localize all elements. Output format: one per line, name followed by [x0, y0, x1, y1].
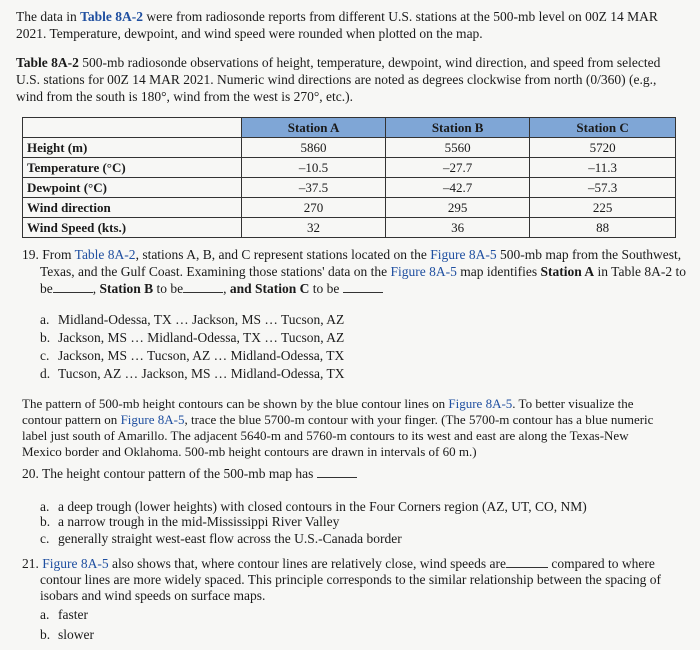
figure-link[interactable]: Figure 8A-5: [430, 247, 497, 262]
row-label: Height (m): [23, 138, 242, 158]
table-cell: –11.3: [530, 158, 676, 178]
table-cell: 295: [386, 198, 530, 218]
table-row: [23, 198, 676, 218]
figure-link[interactable]: Figure 8A-5: [390, 264, 457, 279]
header-station-b: Station B: [386, 118, 530, 138]
table-row: [23, 218, 676, 238]
q19-option-b[interactable]: b. Jackson, MS … Midland-Odessa, TX … Tucson, AZ: [40, 330, 345, 345]
contour-line-2: contour pattern on Figure 8A-5, trace the blue 5700-m contour with your finger. (The 5700-m contour has a blue numeric: [22, 412, 654, 427]
answer-blank[interactable]: [506, 567, 548, 568]
table-cell: –37.5: [242, 178, 386, 198]
row-label: Wind direction: [23, 198, 242, 218]
contour-line-4: Mexico border and Oklahoma. 500-mb height contours are drawn in intervals of 60 m.): [22, 444, 477, 459]
table-corner: [23, 118, 242, 138]
table-header-row: [23, 118, 676, 138]
intro-line-2: 2021. Temperature, dewpoint, and wind speed were rounded when plotted on the map.: [16, 26, 483, 41]
header-station-c: Station C: [530, 118, 676, 138]
table-cell: –42.7: [386, 178, 530, 198]
figure-link[interactable]: Figure 8A-5: [42, 556, 109, 571]
q19-line-2: Texas, and the Gulf Coast. Examining those stations' data on the Figure 8A-5 map identifies Station A in Table 8A-2 to: [40, 264, 686, 279]
table-cell: 32: [242, 218, 386, 238]
table-cell: –10.5: [242, 158, 386, 178]
q20-option-c[interactable]: c. generally straight west-east flow across the U.S.-Canada border: [40, 531, 402, 546]
table-caption-line-2: U.S. stations for 00Z 14 MAR 2021. Numeric wind directions are noted as degrees clockwise from north (0/360) (e.g.,: [16, 72, 657, 87]
figure-link[interactable]: Figure 8A-5: [120, 412, 185, 427]
table-row: [23, 138, 676, 158]
table-link[interactable]: Table 8A-2: [80, 9, 143, 24]
contour-line-3: label just south of Amarillo. The adjacent 5640-m and 5760-m contours to its west and east are along the Texas-New: [22, 428, 629, 443]
q19-line-3: be , Station B to be , and Station C to be: [40, 280, 383, 297]
table-cell: 5560: [386, 138, 530, 158]
q21-line-3: isobars and wind speeds on surface maps.: [40, 588, 266, 603]
table-caption-line-3: wind from the south is 180°, wind from the west is 270°, etc.).: [16, 89, 354, 104]
q20-stem: 20. The height contour pattern of the 500-mb map has: [22, 465, 357, 482]
q21-line-2: contour lines are more widely spaced. This principle corresponds to the similar relationship between the spacing of: [40, 572, 661, 587]
row-label: Dewpoint (°C): [23, 178, 242, 198]
q20-option-a[interactable]: a. a deep trough (lower heights) with closed contours in the Four Corners region (AZ, UT, CO, NM): [40, 499, 587, 514]
answer-blank[interactable]: [183, 292, 223, 293]
table-link[interactable]: Table 8A-2: [74, 247, 136, 262]
table-cell: 270: [242, 198, 386, 218]
q21-option-a[interactable]: a. faster: [40, 607, 88, 622]
answer-blank[interactable]: [343, 292, 383, 293]
table-cell: 36: [386, 218, 530, 238]
table-row: [23, 178, 676, 198]
table-cell: 225: [530, 198, 676, 218]
table-cell: 5720: [530, 138, 676, 158]
table-cell: –27.7: [386, 158, 530, 178]
contour-line-1: The pattern of 500-mb height contours can be shown by the blue contour lines on Figure 8A-5. To better visualize the: [22, 396, 634, 411]
q19-option-a[interactable]: a. Midland-Odessa, TX … Jackson, MS … Tucson, AZ: [40, 312, 345, 327]
figure-link[interactable]: Figure 8A-5: [448, 396, 513, 411]
answer-blank[interactable]: [53, 292, 93, 293]
q19-option-c[interactable]: c. Jackson, MS … Tucson, AZ … Midland-Odessa, TX: [40, 348, 345, 363]
header-station-a: Station A: [242, 118, 386, 138]
data-table: [22, 117, 676, 238]
q19-option-d[interactable]: d. Tucson, AZ … Jackson, MS … Midland-Odessa, TX: [40, 366, 345, 381]
q21-line-1: 21. Figure 8A-5 also shows that, where contour lines are relatively close, wind speeds are compared to where: [22, 556, 655, 571]
row-label: Temperature (°C): [23, 158, 242, 178]
q20-option-b[interactable]: b. a narrow trough in the mid-Mississippi River Valley: [40, 514, 340, 529]
table-caption-line-1: Table 8A-2 500-mb radiosonde observations of height, temperature, dewpoint, wind direction, and speed from selected: [16, 55, 661, 70]
table-cell: 5860: [242, 138, 386, 158]
q21-option-b[interactable]: b. slower: [40, 627, 94, 642]
row-label: Wind Speed (kts.): [23, 218, 242, 238]
answer-blank[interactable]: [317, 477, 357, 478]
table-row: [23, 158, 676, 178]
table-cell: 88: [530, 218, 676, 238]
table-cell: –57.3: [530, 178, 676, 198]
q19-line-1: 19. From Table 8A-2, stations A, B, and C represent stations located on the Figure 8A-5 500-mb map from the Southwest,: [22, 247, 682, 262]
intro-line-1: The data in Table 8A-2 were from radiosonde reports from different U.S. stations at the 500-mb level on 00Z 14 MAR: [16, 9, 658, 24]
